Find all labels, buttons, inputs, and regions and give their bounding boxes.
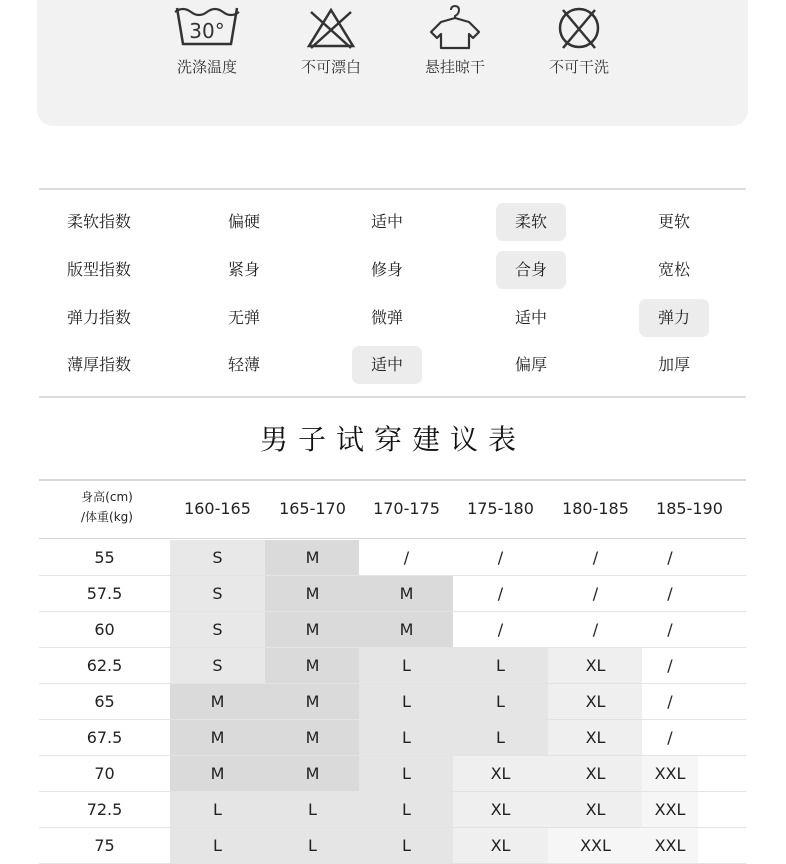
index-option: 轻薄 bbox=[227, 355, 260, 374]
size-cell: XL bbox=[548, 756, 643, 791]
size-cell: S bbox=[170, 576, 265, 611]
weight-cell: 72.5 bbox=[86, 800, 123, 819]
size-cell: / bbox=[453, 576, 548, 611]
size-cell: L bbox=[170, 792, 265, 827]
size-cell: L bbox=[170, 828, 265, 863]
size-cell: / bbox=[642, 720, 698, 755]
index-option-selected: 适中 bbox=[352, 346, 422, 384]
height-column-header: 180-185 bbox=[562, 499, 629, 518]
size-cell: M bbox=[265, 684, 360, 719]
weight-cell: 75 bbox=[94, 836, 115, 855]
size-cell: M bbox=[265, 576, 360, 611]
size-cell: XXL bbox=[642, 756, 698, 791]
size-cell: S bbox=[170, 612, 265, 647]
weight-cell: 70 bbox=[94, 764, 115, 783]
weight-cell: 55 bbox=[94, 548, 115, 567]
size-cell: / bbox=[642, 684, 698, 719]
size-cell: XL bbox=[453, 792, 548, 827]
height-column-header: 185-190 bbox=[656, 499, 723, 518]
index-option: 宽松 bbox=[657, 260, 690, 279]
care-item-bleach bbox=[276, 2, 386, 77]
index-option: 微弹 bbox=[370, 308, 403, 327]
size-cell: S bbox=[170, 648, 265, 683]
index-name: 版型指数 bbox=[67, 260, 132, 279]
size-cell: M bbox=[265, 648, 360, 683]
size-cell: M bbox=[265, 756, 360, 791]
size-cell: XXL bbox=[548, 828, 643, 863]
index-option: 偏厚 bbox=[514, 355, 547, 374]
size-cell: M bbox=[265, 540, 360, 575]
index-name: 弹力指数 bbox=[67, 308, 132, 327]
fabric-index-bottom-divider bbox=[39, 396, 746, 398]
care-label-bleach: 不可漂白 bbox=[300, 58, 361, 76]
size-cell: L bbox=[359, 648, 454, 683]
size-cell: L bbox=[359, 792, 454, 827]
table-row bbox=[39, 648, 746, 684]
size-cell: M bbox=[265, 612, 360, 647]
size-cell: M bbox=[170, 684, 265, 719]
index-option: 适中 bbox=[370, 212, 403, 231]
weight-axis-label: /体重(kg) bbox=[81, 510, 133, 524]
size-cell: / bbox=[642, 576, 698, 611]
height-column-header: 165-170 bbox=[279, 499, 346, 518]
index-option: 偏硬 bbox=[227, 212, 260, 231]
care-label-wash: 洗涤温度 bbox=[176, 58, 237, 76]
size-cell: L bbox=[359, 684, 454, 719]
size-cell: M bbox=[170, 756, 265, 791]
fabric-index-row-elasticity bbox=[39, 299, 746, 337]
table-row bbox=[39, 612, 746, 648]
size-table-corner-header bbox=[39, 487, 175, 527]
size-cell: M bbox=[359, 612, 454, 647]
size-cell: XL bbox=[453, 828, 548, 863]
size-cell: M bbox=[359, 576, 454, 611]
index-option-selected: 弹力 bbox=[639, 299, 709, 337]
care-item-wash bbox=[152, 2, 262, 77]
size-cell: / bbox=[548, 576, 643, 611]
size-cell: XL bbox=[453, 756, 548, 791]
size-cell: / bbox=[453, 612, 548, 647]
care-item-hang-dry bbox=[400, 2, 510, 77]
index-name: 柔软指数 bbox=[67, 212, 132, 231]
table-row bbox=[39, 756, 746, 792]
size-cell: L bbox=[265, 828, 360, 863]
index-option-selected: 柔软 bbox=[496, 203, 566, 241]
size-cell: XL bbox=[548, 648, 643, 683]
weight-cell: 57.5 bbox=[86, 584, 123, 603]
care-label-hang-dry: 悬挂晾干 bbox=[424, 58, 485, 76]
fabric-index-row-fit bbox=[39, 251, 746, 289]
size-cell: L bbox=[453, 684, 548, 719]
no-dry-clean-icon bbox=[539, 2, 619, 50]
size-cell: XL bbox=[548, 684, 643, 719]
index-option-selected: 合身 bbox=[496, 251, 566, 289]
no-bleach-icon bbox=[291, 2, 371, 50]
index-option: 加厚 bbox=[657, 355, 690, 374]
index-option: 紧身 bbox=[227, 260, 260, 279]
height-column-header: 175-180 bbox=[467, 499, 534, 518]
index-option: 修身 bbox=[370, 260, 403, 279]
size-cell: M bbox=[265, 720, 360, 755]
size-cell: / bbox=[453, 540, 548, 575]
weight-cell: 62.5 bbox=[86, 656, 123, 675]
size-cell: XXL bbox=[642, 792, 698, 827]
size-cell: / bbox=[548, 612, 643, 647]
weight-cell: 60 bbox=[94, 620, 115, 639]
table-row bbox=[39, 720, 746, 756]
hang-dry-icon bbox=[415, 2, 495, 50]
index-option: 更软 bbox=[657, 212, 690, 231]
wash-30-icon bbox=[167, 2, 247, 50]
size-cell: L bbox=[359, 828, 454, 863]
index-option: 无弹 bbox=[227, 308, 260, 327]
fabric-index-row-thickness bbox=[39, 346, 746, 384]
table-row bbox=[39, 540, 746, 576]
care-instructions-panel bbox=[37, 0, 748, 126]
fabric-index-row-softness bbox=[39, 203, 746, 241]
table-row bbox=[39, 576, 746, 612]
size-cell: / bbox=[359, 540, 454, 575]
table-row bbox=[39, 684, 746, 720]
size-chart-title: 男子试穿建议表 bbox=[259, 423, 526, 456]
size-cell: XL bbox=[548, 720, 643, 755]
size-cell: S bbox=[170, 540, 265, 575]
table-row bbox=[39, 792, 746, 828]
size-table-header-border bbox=[39, 538, 746, 539]
size-cell: L bbox=[359, 756, 454, 791]
size-cell: / bbox=[642, 648, 698, 683]
size-cell: L bbox=[265, 792, 360, 827]
fabric-index-top-divider bbox=[39, 188, 746, 190]
weight-cell: 67.5 bbox=[86, 728, 123, 747]
size-cell: / bbox=[642, 612, 698, 647]
size-cell: XXL bbox=[642, 828, 698, 863]
size-cell: / bbox=[642, 540, 698, 575]
height-column-header: 170-175 bbox=[373, 499, 440, 518]
weight-cell: 65 bbox=[94, 692, 115, 711]
wash-temperature-symbol: 30° bbox=[189, 19, 225, 43]
height-column-header: 160-165 bbox=[184, 499, 251, 518]
index-option: 适中 bbox=[514, 308, 547, 327]
size-cell: L bbox=[453, 648, 548, 683]
care-label-dry-clean: 不可干洗 bbox=[548, 58, 609, 76]
size-cell: XL bbox=[548, 792, 643, 827]
index-name: 薄厚指数 bbox=[67, 355, 132, 374]
size-cell: / bbox=[548, 540, 643, 575]
size-cell: L bbox=[453, 720, 548, 755]
size-cell: M bbox=[170, 720, 265, 755]
height-axis-label: 身高(cm) bbox=[81, 490, 133, 504]
size-cell: L bbox=[359, 720, 454, 755]
care-item-dry-clean bbox=[524, 2, 634, 77]
